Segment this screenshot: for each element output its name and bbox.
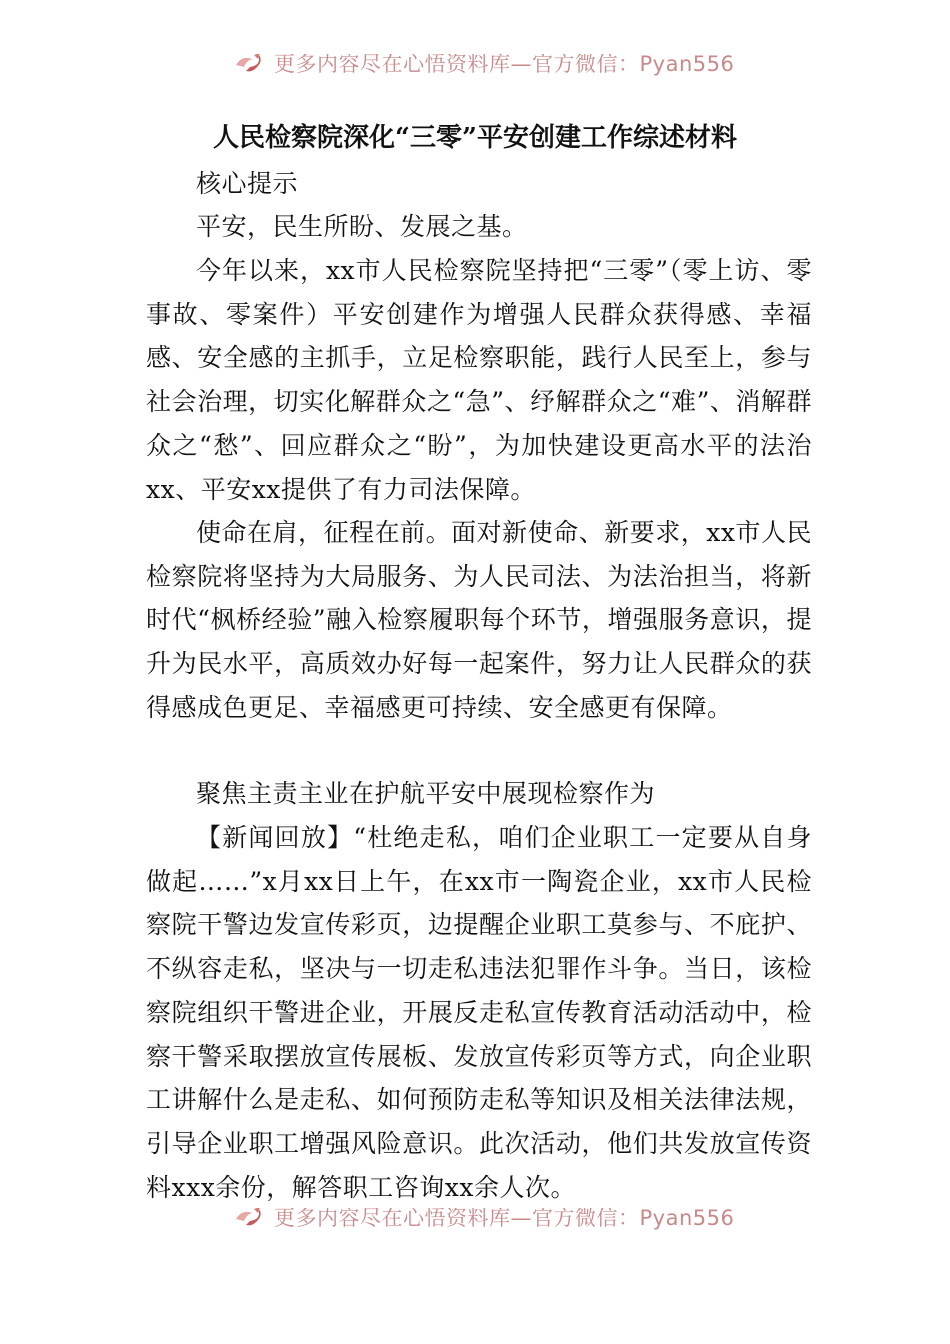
watermark-text: 更多内容尽在心悟资料库—官方微信：Pyan556 [274, 54, 735, 76]
paragraph-mission: 使命在肩，征程在前。面对新使命、新要求，xx市人民检察院将坚持为大局服务、为人民司法、为法治担当，将新时代“枫桥经验”融入检察履职每个环节，增强服务意识，提升为民水平，高质效办好每一起案件，努力让人民群众的获得感成色更足、幸福感更可持续、安全感更有保障。 [146, 518, 812, 722]
watermark-banner-bottom [0, 1208, 950, 1238]
section-heading: 聚焦主责主业在护航平安中展现检察作为 [196, 779, 656, 808]
logo-mark-icon [232, 1208, 268, 1229]
logo-mark-icon [232, 54, 268, 75]
document-title: 人民检察院深化“三零”平安创建工作综述材料 [213, 123, 737, 153]
watermark-text: 更多内容尽在心悟资料库—官方微信：Pyan556 [274, 1208, 735, 1230]
watermark-banner-top [0, 54, 950, 84]
paragraph-news-replay: 【新闻回放】“杜绝走私，咱们企业职工一定要从自身做起……”x月xx日上午，在xx市一陶瓷企业，xx市人民检察院干警边发宣传彩页，边提醒企业职工莫参与、不庇护、不纵容走私，坚决与一切走私违法犯罪作斗争。当日，该检察院组织干警进企业，开展反走私宣传教育活动活动中，检察干警采取摆放宣传展板、发放宣传彩页等方式，向企业职工讲解什么是走私、如何预防走私等知识及相关法律法规，引导企业职工增强风险意识。此次活动，他们共发放宣传资料xxx余份，解答职工咨询xx余人次。 [146, 823, 812, 1202]
paragraph-core-hint: 核心提示 [196, 169, 299, 198]
paragraph-overview: 今年以来，xx市人民检察院坚持把“三零”（零上访、零事故、零案件）平安创建作为增强人民群众获得感、幸福感、安全感的主抓手，立足检察职能，践行人民至上，参与社会治理，切实化解群众之“急”、纾解群众之“难”、消解群众之“愁”、回应群众之“盼”，为加快建设更高水平的法治xx、平安xx提供了有力司法保障。 [146, 256, 812, 504]
paragraph-intro: 平安，民生所盼、发展之基。 [196, 212, 528, 241]
